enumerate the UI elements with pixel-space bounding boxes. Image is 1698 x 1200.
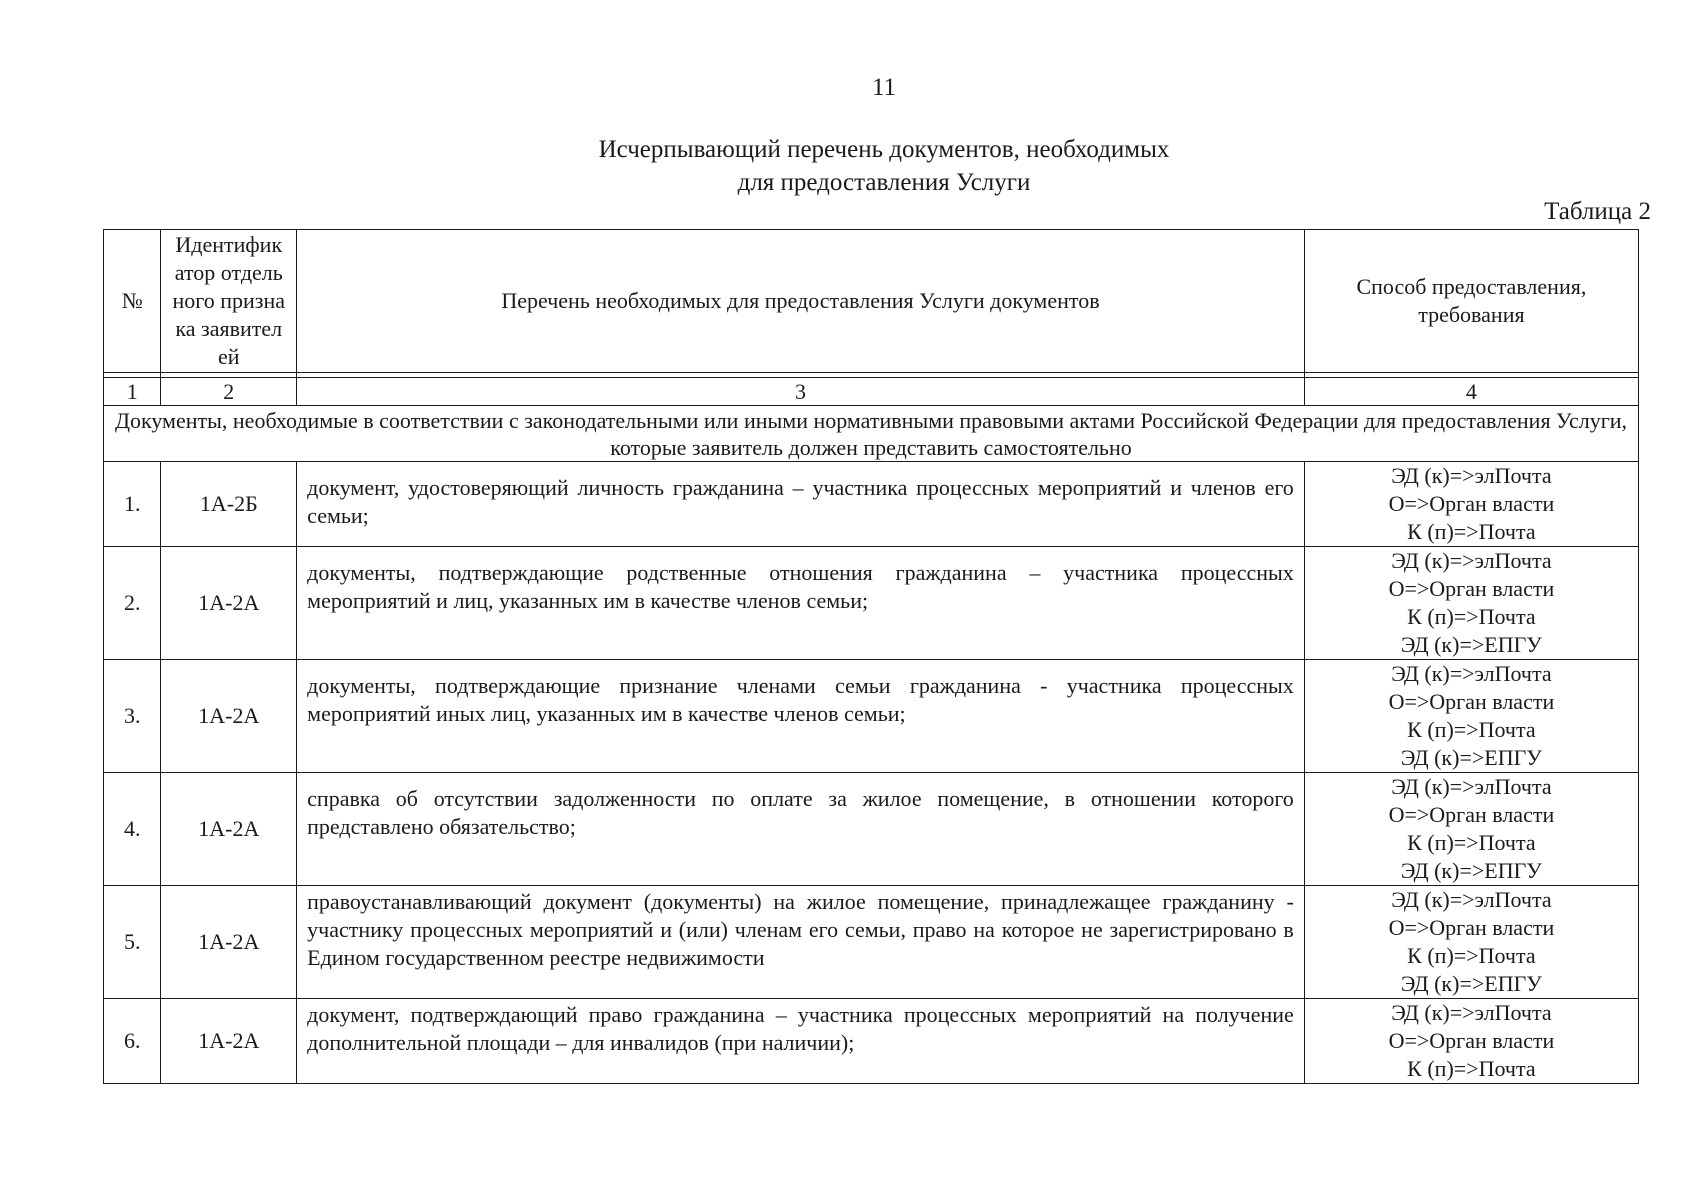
row-identifier: 1А-2А	[161, 547, 297, 660]
section-title: Документы, необходимые в соответствии с законодательными или иными нормативными правовыми актами Российской Федерации для предоставления Услуги, которые заявитель должен представить самостоятельно	[104, 406, 1639, 462]
table-header-row	[104, 230, 1639, 373]
method-item: ЭД (к)=>ЕПГУ	[1400, 971, 1542, 996]
method-item: К (п)=>Почта	[1407, 519, 1536, 544]
table-row	[104, 462, 1639, 547]
method-item: О=>Орган власти	[1388, 491, 1555, 516]
column-number-row	[104, 378, 1639, 406]
method-item: О=>Орган власти	[1388, 915, 1555, 940]
row-methods	[1304, 660, 1638, 773]
row-identifier: 1А-2Б	[161, 462, 297, 547]
header-identifier: Идентификатор отдельного признака заявителей	[161, 230, 297, 373]
method-item: О=>Орган власти	[1388, 576, 1555, 601]
table-row	[104, 886, 1639, 999]
row-document: справка об отсутствии задолженности по оплате за жилое помещение, в отношении которого представлено обязательство;	[297, 773, 1305, 886]
method-item: К (п)=>Почта	[1407, 1056, 1536, 1081]
row-number: 1.	[104, 462, 161, 547]
header-no: №	[104, 230, 161, 373]
method-item: О=>Орган власти	[1388, 689, 1555, 714]
document-title	[0, 133, 1698, 199]
method-item: К (п)=>Почта	[1407, 717, 1536, 742]
row-identifier: 1А-2А	[161, 999, 297, 1084]
method-item: О=>Орган власти	[1388, 1028, 1555, 1053]
method-item: ЭД (к)=>ЕПГУ	[1400, 745, 1542, 770]
column-number: 2	[161, 378, 297, 406]
method-item: О=>Орган власти	[1388, 802, 1555, 827]
column-number: 1	[104, 378, 161, 406]
row-document: документы, подтверждающие родственные отношения гражданина – участника процессных мероприятий и лиц, указанных им в качестве членов семьи;	[297, 547, 1305, 660]
documents-table	[103, 229, 1639, 1084]
method-item: ЭД (к)=>элПочта	[1391, 1000, 1552, 1025]
column-number: 4	[1304, 378, 1638, 406]
row-number: 4.	[104, 773, 161, 886]
row-identifier: 1А-2А	[161, 773, 297, 886]
row-methods	[1304, 999, 1638, 1084]
row-methods	[1304, 886, 1638, 999]
row-document: документ, подтверждающий право гражданина – участника процессных мероприятий на получение дополнительной площади – для инвалидов (при наличии);	[297, 999, 1305, 1084]
document-title-line-2: для предоставления Услуги	[737, 169, 1031, 196]
row-number: 3.	[104, 660, 161, 773]
method-item: К (п)=>Почта	[1407, 943, 1536, 968]
header-documents: Перечень необходимых для предоставления Услуги документов	[297, 230, 1305, 373]
row-number: 6.	[104, 999, 161, 1084]
method-item: ЭД (к)=>ЕПГУ	[1400, 632, 1542, 657]
method-item: ЭД (к)=>элПочта	[1391, 548, 1552, 573]
method-item: К (п)=>Почта	[1407, 830, 1536, 855]
method-item: ЭД (к)=>ЕПГУ	[1400, 858, 1542, 883]
method-item: ЭД (к)=>элПочта	[1391, 463, 1552, 488]
table-row	[104, 773, 1639, 886]
table-label: Таблица 2	[1544, 198, 1651, 225]
table-row	[104, 547, 1639, 660]
row-document: документ, удостоверяющий личность гражданина – участника процессных мероприятий и членов его семьи;	[297, 462, 1305, 547]
method-item: ЭД (к)=>элПочта	[1391, 661, 1552, 686]
row-number: 2.	[104, 547, 161, 660]
section-header-row	[104, 406, 1639, 462]
row-methods	[1304, 462, 1638, 547]
header-method: Способ предоставления, требования	[1304, 230, 1638, 373]
row-identifier: 1А-2А	[161, 660, 297, 773]
row-methods	[1304, 773, 1638, 886]
row-identifier: 1А-2А	[161, 886, 297, 999]
method-item: ЭД (к)=>элПочта	[1391, 887, 1552, 912]
row-number: 5.	[104, 886, 161, 999]
page-number: 11	[871, 74, 897, 101]
document-title-line-1: Исчерпывающий перечень документов, необходимых	[598, 136, 1170, 163]
column-number: 3	[297, 378, 1305, 406]
row-methods	[1304, 547, 1638, 660]
table-row	[104, 999, 1639, 1084]
method-item: К (п)=>Почта	[1407, 604, 1536, 629]
row-document: документы, подтверждающие признание членами семьи гражданина - участника процессных мероприятий иных лиц, указанных им в качестве членов семьи;	[297, 660, 1305, 773]
table-row	[104, 660, 1639, 773]
method-item: ЭД (к)=>элПочта	[1391, 774, 1552, 799]
row-document: правоустанавливающий документ (документы) на жилое помещение, принадлежащее гражданину - участнику процессных мероприятий и (или) членам его семьи, право на которое не зарегистрировано в Едином государственном реестре недвижимости	[297, 886, 1305, 999]
